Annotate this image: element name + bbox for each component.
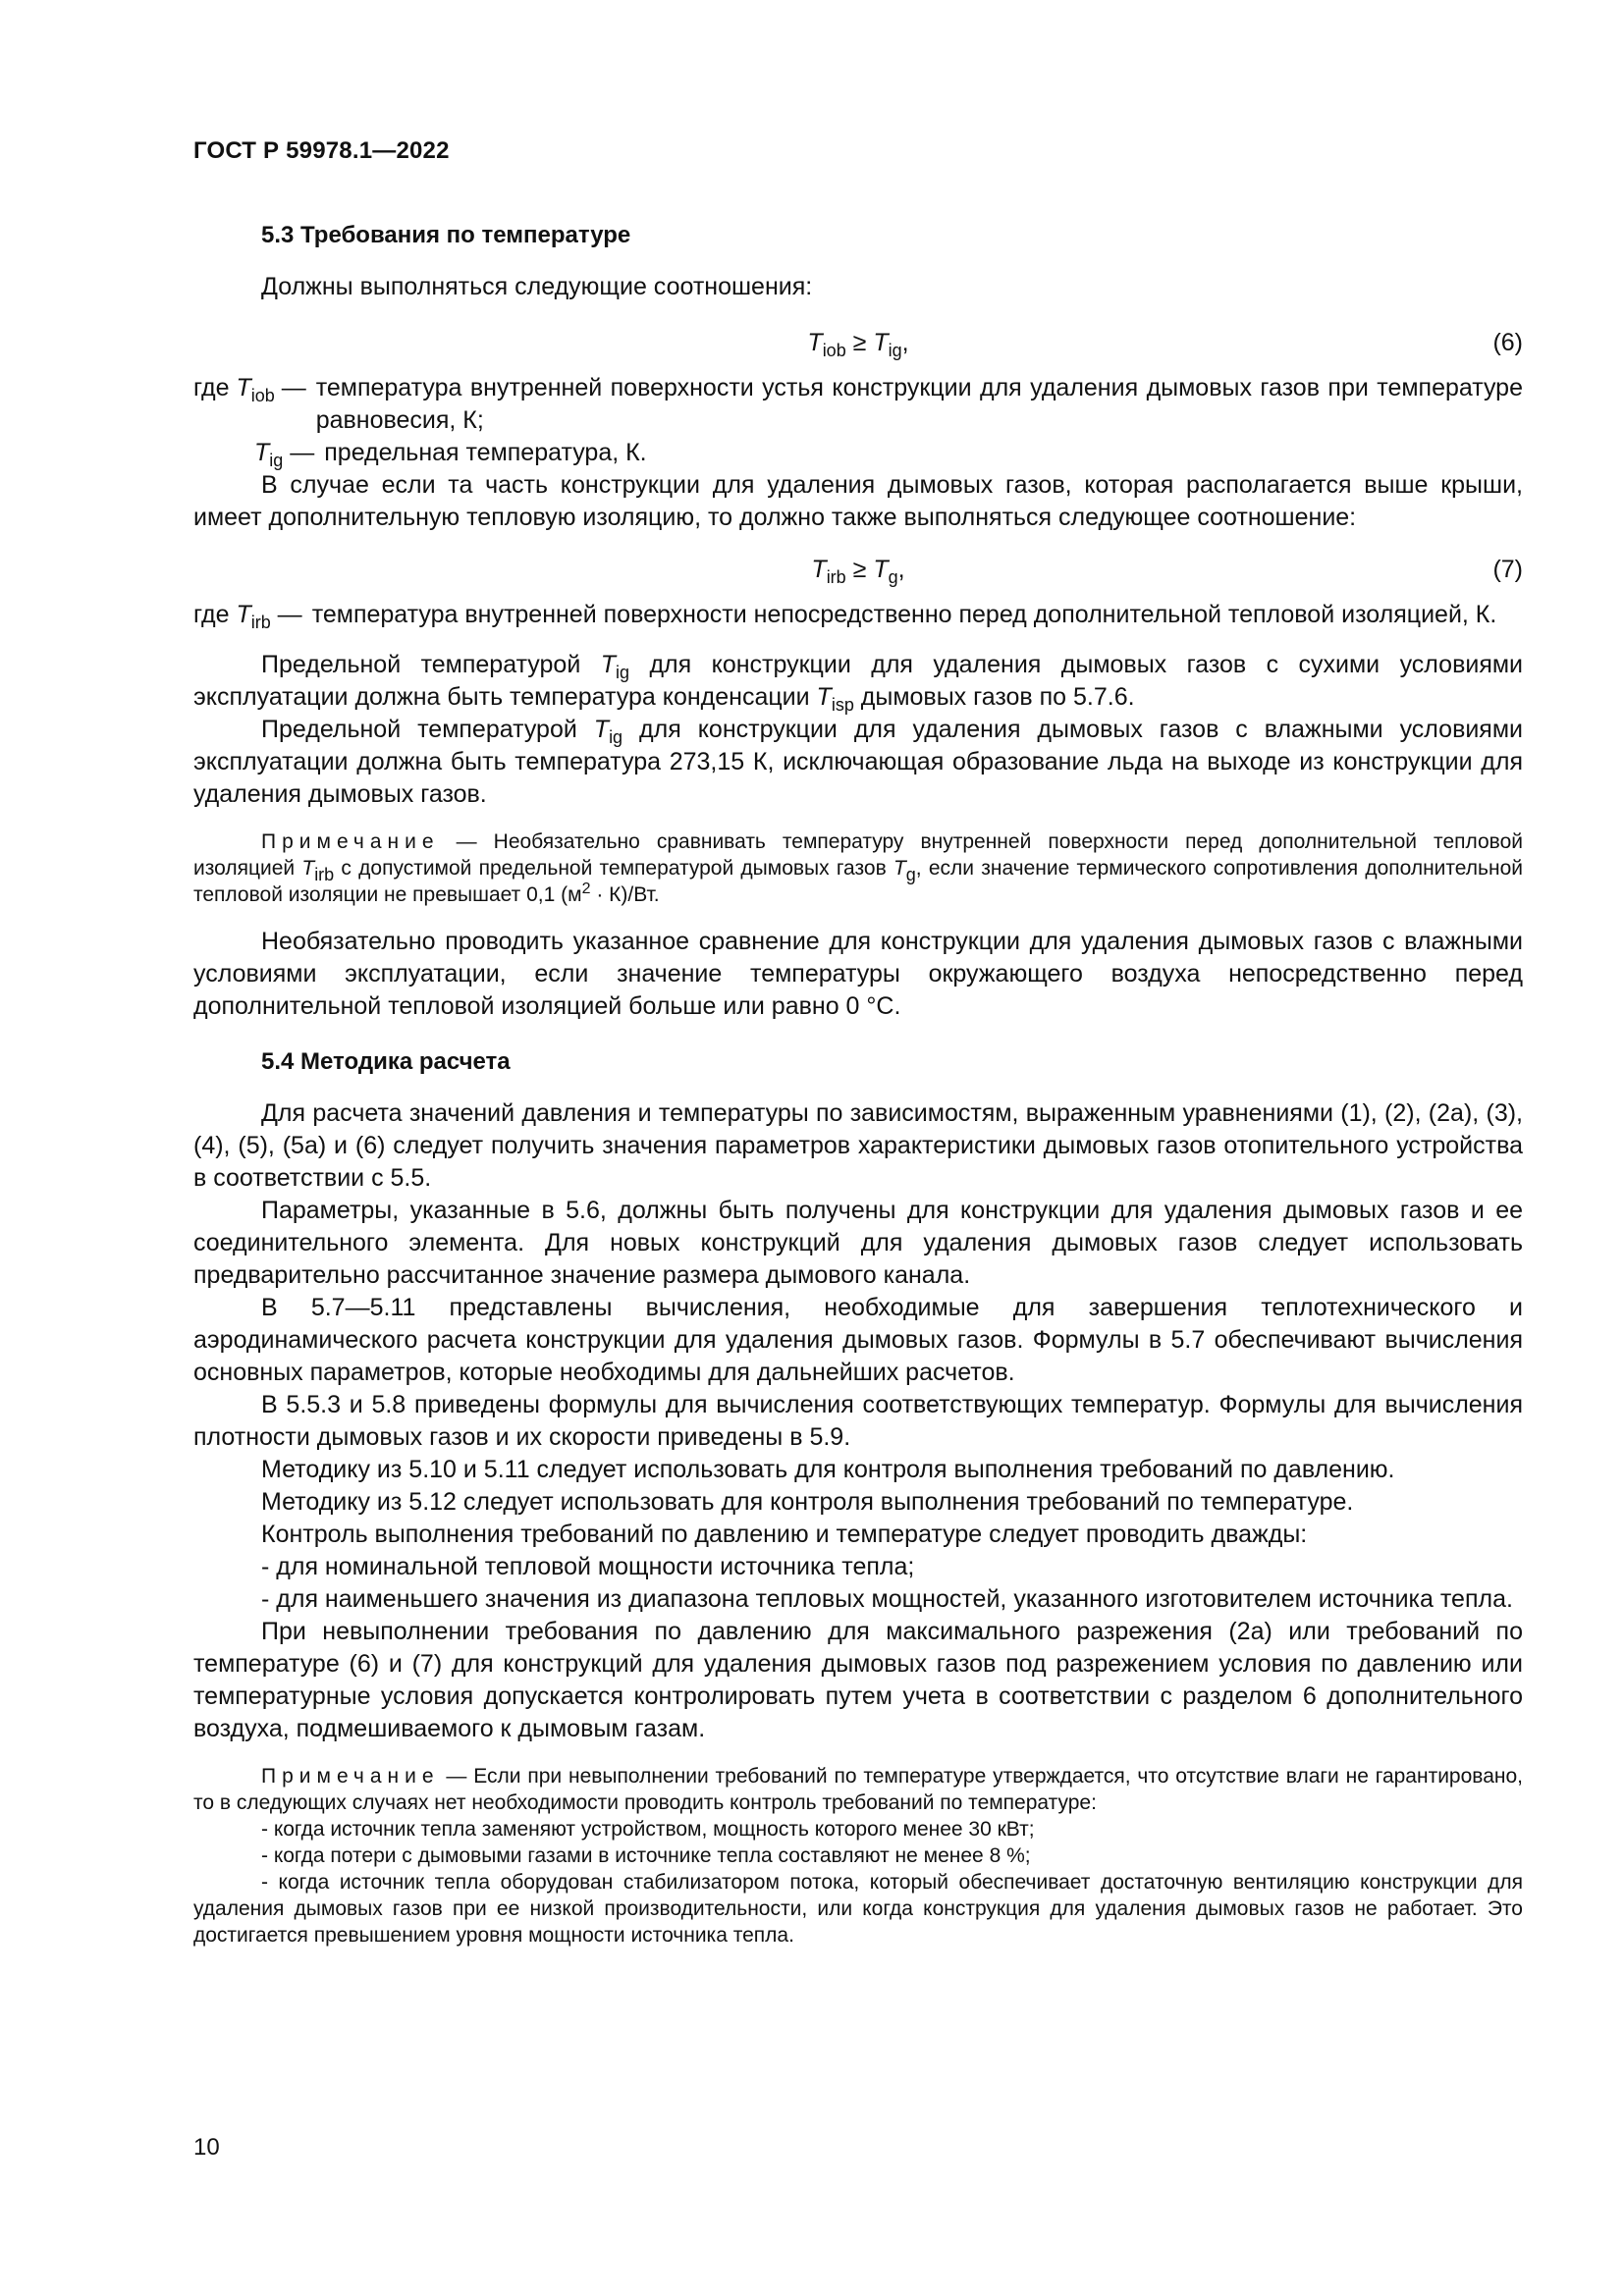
document-code-header: ГОСТ Р 59978.1—2022 [193,137,450,164]
note-thermal-resistance: Примечание — Необязательно сравнивать температуру внутренней поверхности перед дополнительной тепловой изоляцией $T_{irb}$ с допустимой предельной температурой дымовых газов $T_g$, если значение термического сопротивления дополнительной тепловой изоляции не превышает 0,1 $(м^2 \cdot К)/Вт$. [193,830,1523,906]
list-item: - для наименьшего значения из диапазона тепловых мощностей, указанного изготовителем источника тепла. [261,1585,1513,1613]
paragraph: При невыполнении требования по давлению для максимального разрежения (2а) или требований по температуре (6) и (7) для конструкций для удаления дымовых газов под разрежением условия по давлению или температурные условия допускается контролировать путем учета в соответствии с разделом 6 дополнительного воздуха, подмешиваемого к дымовым газам. [193,1618,1523,1742]
page-number: 10 [193,2134,220,2161]
paragraph-roof-insulation: В случае если та часть конструкции для удаления дымовых газов, которая располагается выше крыши, имеет дополнительную тепловую изоляцию, то должно также выполняться следующее соотношение: [193,471,1523,531]
definition-t-iob [193,372,1523,437]
note-label: Примечание [261,830,440,853]
list-item: - для номинальной тепловой мощности источника тепла; [261,1553,915,1580]
definition-text: предельная температура, К. [324,439,647,466]
equation-7 [193,548,1523,591]
definition-symbol: $T_{ig}$ — [254,439,315,470]
paragraph: Для расчета значений давления и температуры по зависимостям, выраженным уравнениями (1), (2), (2а), (3), (4), (5), (5а) и (6) следует получить значения параметров характеристики дымовых газов отопительного устройства в соответствии с 5.5. [193,1099,1523,1192]
definition-t-irb [193,599,1523,631]
paragraph: В 5.7—5.11 представлены вычисления, необходимые для завершения теплотехнического и аэродинамического расчета конструкции для удаления дымовых газов. Формулы в 5.7 обеспечивают вычисления основных параметров, которые необходимы для дальнейших расчетов. [193,1294,1523,1386]
paragraph: Методику из 5.12 следует использовать для контроля выполнения требований по температуре. [261,1488,1354,1516]
paragraph-dry-conditions: Предельной температурой $T_{ig}$ для конструкции для удаления дымовых газов с сухими условиями эксплуатации должна быть температура конденсации $T_{isp}$ дымовых газов по 5.7.6. [193,651,1524,715]
definition-symbol: где $T_{irb}$ — [193,601,302,632]
paragraph: Методику из 5.10 и 5.11 следует использовать для контроля выполнения требований по давлению. [261,1456,1395,1483]
paragraph-wet-conditions: Предельной температурой $T_{ig}$ для конструкции для удаления дымовых газов с влажными условиями эксплуатации должна быть температура 273,15 К, исключающая образование льда на выходе из конструкции для удаления дымовых газов. [193,716,1523,808]
equation-6 [193,321,1523,364]
paragraph-optional-comparison: Необязательно проводить указанное сравнение для конструкции для удаления дымовых газов с влажными условиями эксплуатации, если значение температуры окружающего воздуха непосредственно перед дополнительной тепловой изоляцией больше или равно 0 °С. [193,928,1523,1020]
definition-text: температура внутренней поверхности устья конструкции для удаления дымовых газов при температуре равновесия, К; [315,374,1523,434]
section-5-3-title: 5.3 Требования по температуре [261,222,631,248]
note-list-item: - когда источник тепла оборудован стабилизатором потока, который обеспечивает достаточную вентиляцию конструкции для удаления дымовых газов при ее низкой производительности, или когда конструкция для удаления дымовых газов не работает. Это достигается превышением уровня мощности источника тепла. [193,1871,1523,1947]
equation-6-number: (6) [1492,329,1523,356]
paragraph: Параметры, указанные в 5.6, должны быть получены для конструкции для удаления дымовых газов и ее соединительного элемента. Для новых конструкций для удаления дымовых газов следует использовать предварительно рассчитанное значение размера дымового канала. [193,1197,1523,1289]
note-list-item: - когда источник тепла заменяют устройством, мощность которого менее 30 кВт; [261,1818,1035,1841]
paragraph: В 5.5.3 и 5.8 приведены формулы для вычисления соответствующих температур. Формулы для вычисления плотности дымовых газов и их скорости приведены в 5.9. [193,1391,1523,1451]
definition-t-ig [193,437,1523,469]
equation-7-formula: $T_{irb} \ge T_g$, [811,556,905,587]
section-5-3-intro: Должны выполняться следующие соотношения: [261,273,813,300]
equation-7-number: (7) [1492,556,1523,583]
definition-symbol: где $T_{iob}$ — [193,374,306,405]
note-moisture: Примечание — Если при невыполнении требований по температуре утверждается, что отсутствие влаги не гарантировано, то в следующих случаях нет необходимости проводить контроль требований по температуре: [193,1765,1523,1814]
equation-6-formula: $T_{iob} \ge T_{ig}$, [807,329,909,360]
document-page [193,137,1523,1949]
section-5-4-title: 5.4 Методика расчета [261,1048,511,1075]
note-label: Примечание [261,1765,440,1788]
note-list-item: - когда потери с дымовыми газами в источнике тепла составляют не менее 8 %; [261,1844,1031,1867]
paragraph: Контроль выполнения требований по давлению и температуре следует проводить дважды: [261,1521,1308,1548]
definition-text: температура внутренней поверхности непосредственно перед дополнительной тепловой изоляцией, К. [311,601,1497,628]
